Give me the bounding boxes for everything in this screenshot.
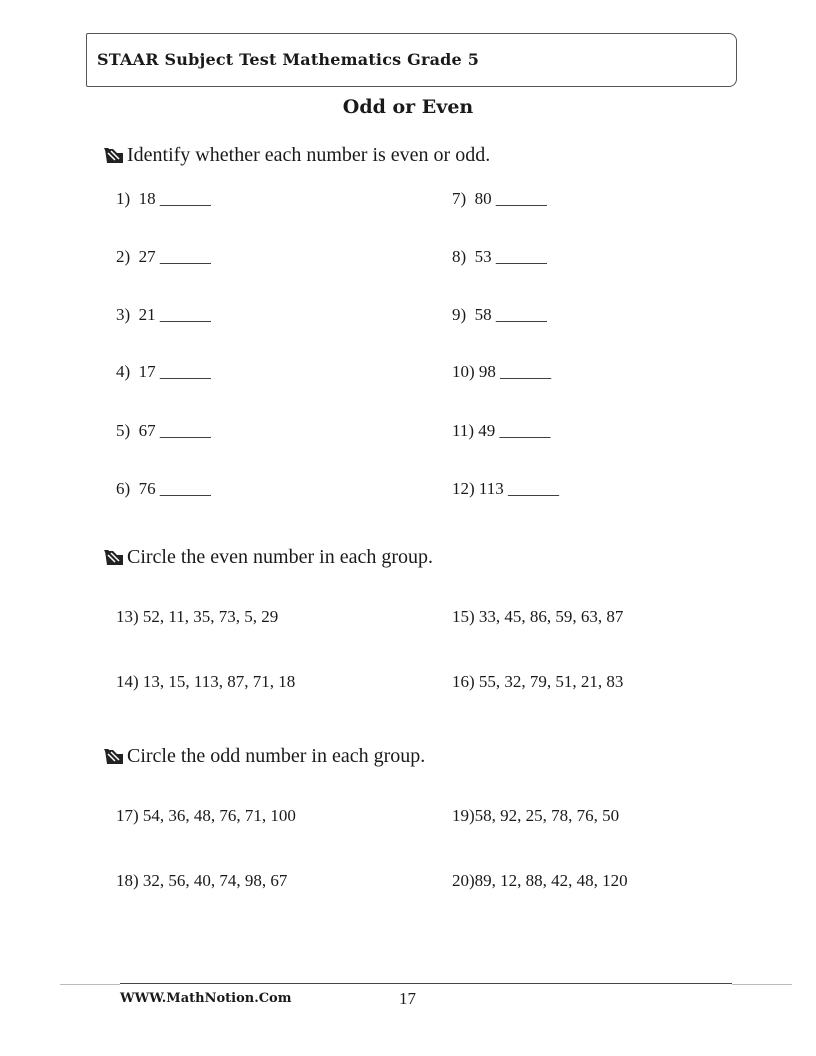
section-2-instruction-text: Circle the even number in each group. (127, 546, 433, 568)
question-1: 1) 18 ______ (116, 189, 211, 208)
page-number: 17 (399, 989, 416, 1008)
question-2: 2) 27 ______ (116, 247, 211, 266)
question-3: 3) 21 ______ (116, 305, 211, 324)
section-1-instruction-text: Identify whether each number is even or odd. (127, 144, 491, 166)
question-10: 10) 98 ______ (452, 362, 552, 381)
question-18: 18) 32, 56, 40, 74, 98, 67 (116, 871, 288, 890)
question-15: 15) 33, 45, 86, 59, 63, 87 (452, 607, 624, 626)
question-12: 12) 113 ______ (452, 479, 560, 498)
section-3-instruction-text: Circle the odd number in each group. (127, 745, 426, 767)
question-6: 6) 76 ______ (116, 479, 211, 498)
section-3-instruction (103, 745, 425, 768)
footer-divider-left (60, 984, 120, 985)
question-16: 16) 55, 32, 79, 51, 21, 83 (452, 672, 624, 691)
question-5: 5) 67 ______ (116, 421, 211, 440)
header-box (86, 33, 737, 87)
question-13: 13) 52, 11, 35, 73, 5, 29 (116, 607, 279, 626)
question-11: 11) 49 ______ (452, 421, 551, 440)
pencil-icon (103, 549, 125, 567)
pencil-icon (103, 748, 125, 766)
question-9: 9) 58 ______ (452, 305, 547, 324)
question-14: 14) 13, 15, 113, 87, 71, 18 (116, 672, 296, 691)
question-20: 20)89, 12, 88, 42, 48, 120 (452, 871, 628, 890)
question-8: 8) 53 ______ (452, 247, 547, 266)
pencil-icon (103, 147, 125, 165)
footer-divider (120, 983, 732, 984)
section-2-instruction (103, 546, 433, 569)
question-17: 17) 54, 36, 48, 76, 71, 100 (116, 806, 296, 825)
question-4: 4) 17 ______ (116, 362, 211, 381)
section-1-instruction (103, 144, 490, 167)
page-title: Odd or Even (342, 96, 474, 118)
question-19: 19)58, 92, 25, 78, 76, 50 (452, 806, 620, 825)
footer-website: WWW.MathNotion.Com (120, 991, 292, 1006)
question-7: 7) 80 ______ (452, 189, 547, 208)
footer-divider-right (732, 984, 792, 985)
header-title: STAAR Subject Test Mathematics Grade 5 (97, 50, 480, 69)
